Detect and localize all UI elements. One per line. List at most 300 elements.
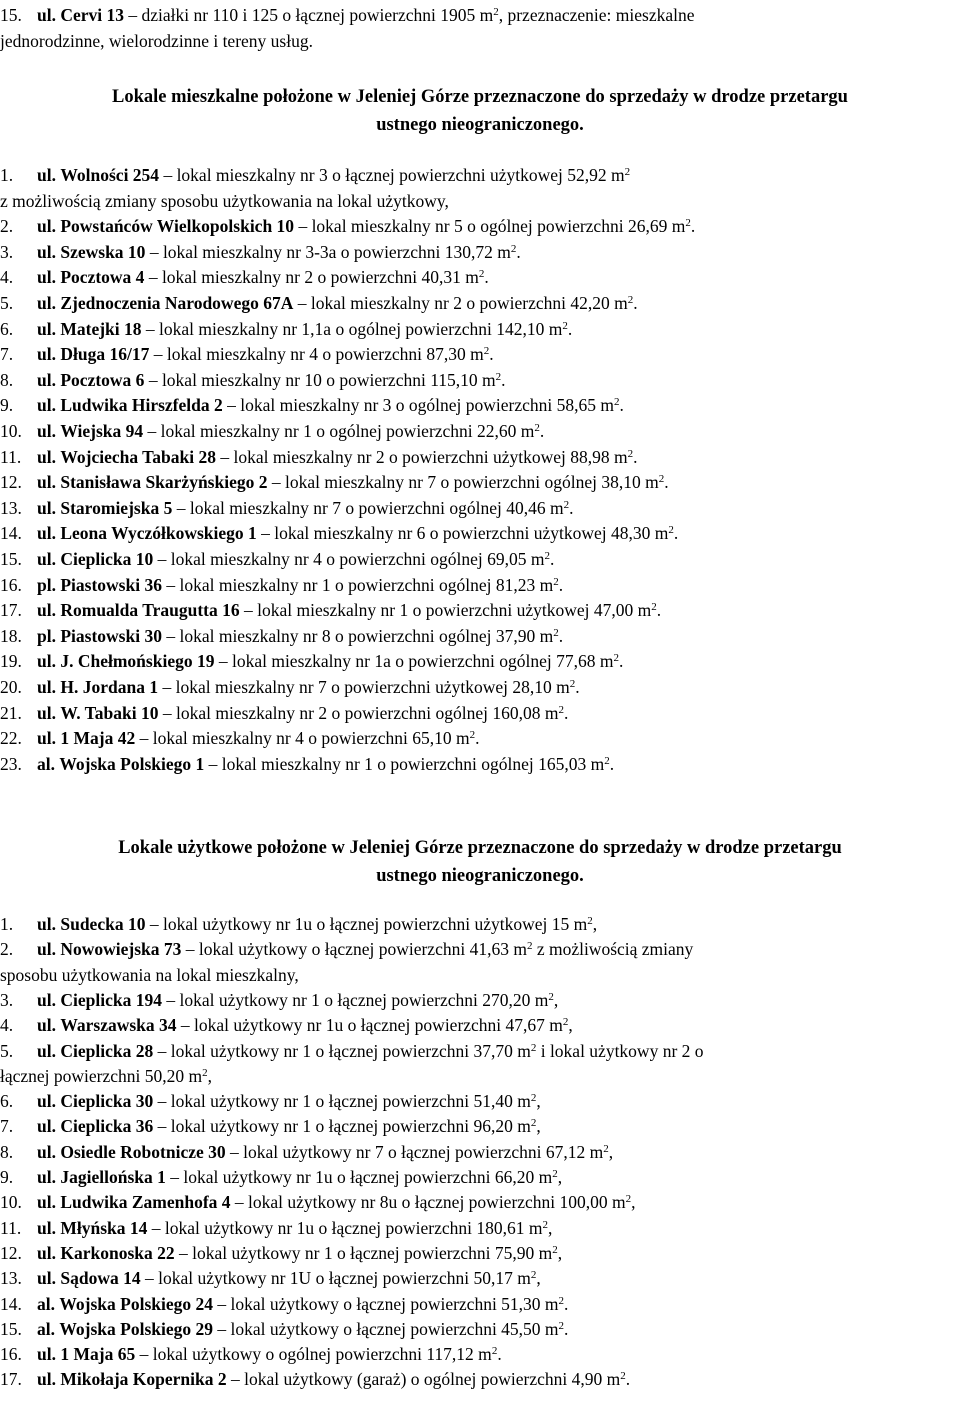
item-number: 15.: [0, 5, 22, 25]
item-text-after: ,: [557, 1242, 563, 1263]
street-prefix: al.: [37, 1293, 55, 1314]
item-number: 19.: [0, 651, 22, 672]
item-address: Zjednoczenia Narodowego 67A: [60, 293, 294, 313]
street-prefix: ul.: [37, 5, 56, 25]
street-prefix: al.: [37, 1318, 55, 1339]
item-text-after: ,: [631, 1192, 636, 1213]
item-number: 13.: [0, 1268, 22, 1289]
item-text-after: .: [633, 446, 638, 467]
item-number: 1.: [0, 165, 14, 185]
item-text-after: ,: [557, 1167, 563, 1187]
item-address: 1 Maja 42: [60, 728, 136, 749]
item-text: – lokal użytkowy nr 1 o łącznej powierzchni 270,20 m: [161, 989, 549, 1010]
superscript: 2: [562, 319, 568, 332]
superscript: 2: [558, 703, 564, 716]
item-address: Cieplicka 10: [60, 549, 154, 569]
item-number: 4.: [0, 1015, 14, 1036]
item-text: – lokal mieszkalny nr 1 o powierzchni użytkowej 47,00 m: [239, 600, 652, 621]
item-address: Wiejska 94: [60, 421, 144, 441]
list-item: [0, 1013, 960, 1039]
list-item: [0, 726, 960, 752]
superscript: 2: [587, 915, 593, 927]
street-prefix: ul.: [37, 1217, 56, 1238]
list-item: [0, 1317, 960, 1343]
item-text: – lokal użytkowy o łącznej powierzchni 45,50 m: [213, 1318, 559, 1339]
item-number: 17.: [0, 600, 22, 621]
street-prefix: ul.: [37, 1141, 56, 1162]
item-address: Sudecka 10: [60, 914, 146, 934]
list-item: [0, 368, 960, 394]
list-item: [0, 1367, 960, 1393]
item-address: Leona Wyczółkowskiego 1: [60, 523, 257, 544]
item-number: 18.: [0, 625, 22, 646]
superscript: 2: [685, 217, 691, 230]
street-prefix: ul.: [37, 165, 56, 185]
list-item: [0, 598, 960, 624]
item-text-after: .: [563, 702, 569, 723]
item-text-after: .: [539, 421, 545, 441]
item-text: sposobu użytkowania na lokal mieszkalny,: [0, 964, 299, 985]
item-address: Cieplicka 194: [60, 989, 162, 1010]
superscript: 2: [469, 729, 476, 742]
item-address: Szewska 10: [60, 241, 146, 262]
item-text: łącznej powierzchni 50,20 m: [0, 1065, 203, 1086]
item-text-after: ,: [536, 1116, 541, 1137]
list-item: [0, 1241, 960, 1267]
item-text: – lokal mieszkalny nr 7 o powierzchni ogólnej 40,46 m: [172, 497, 564, 518]
superscript: 2: [552, 1243, 558, 1256]
item-text: – lokal mieszkalny nr 4 o powierzchni 87,30 m: [149, 344, 484, 365]
section-heading: [0, 834, 960, 890]
street-prefix: ul.: [37, 1040, 56, 1061]
item-text: – lokal użytkowy nr 8u o łącznej powierzchni 100,00 m: [230, 1192, 626, 1213]
item-text: – lokal mieszkalny nr 1 o powierzchni ogólnej 81,23 m: [161, 574, 554, 595]
item-text-after: ,: [548, 1217, 553, 1238]
item-address: Staromiejska 5: [60, 497, 173, 518]
list-item: [0, 624, 960, 650]
item-text: – lokal mieszkalny nr 1a o powierzchni ogólnej 77,68 m: [214, 651, 614, 672]
item-number: 14.: [0, 523, 22, 544]
item-address: Nowowiejska 73: [60, 939, 182, 960]
street-prefix: ul.: [37, 914, 56, 934]
item-number: 16.: [0, 574, 22, 595]
item-continuation: [0, 189, 960, 215]
superscript: 2: [493, 6, 499, 18]
list-item: [0, 1342, 960, 1368]
item-address: Cieplicka 36: [60, 1116, 154, 1137]
item-text-after: .: [673, 523, 679, 544]
item-text-after: .: [489, 344, 494, 365]
list-item: [0, 1140, 960, 1166]
item-text: – lokal użytkowy nr 1 o łącznej powierzchni 51,40 m: [153, 1091, 531, 1112]
item-text: – lokal mieszkalny nr 10 o powierzchni 115,10 m: [144, 369, 496, 390]
item-number: 2.: [0, 216, 14, 237]
item-number: 10.: [0, 421, 22, 441]
list-item: [0, 1165, 960, 1191]
superscript: 2: [624, 166, 631, 178]
item-text-after: ,: [608, 1141, 614, 1162]
item-text: – lokal mieszkalny nr 8 o powierzchni ogólnej 37,90 m: [161, 625, 554, 646]
item-text: – lokal mieszkalny nr 3 o łącznej powierzchni użytkowej 52,92 m: [159, 165, 625, 185]
item-continuation: jednorodzinne, wielorodzinne i tereny usług.: [0, 31, 313, 51]
superscript: 2: [604, 754, 610, 767]
street-prefix: ul.: [37, 1242, 56, 1263]
heading-line: Lokale mieszkalne położone w Jeleniej Górze przeznaczone do sprzedaży w drodze przetargu: [112, 87, 848, 107]
item-text-after: .: [619, 395, 624, 416]
item-text: – lokal mieszkalny nr 7 o powierzchni użytkowej 28,10 m: [158, 677, 570, 697]
street-prefix: ul.: [37, 600, 56, 621]
street-prefix: ul.: [37, 369, 56, 390]
item-number: 17.: [0, 1369, 22, 1390]
list-item: [0, 214, 960, 240]
superscript: 2: [620, 1370, 626, 1383]
item-address: Mikołaja Kopernika 2: [60, 1369, 227, 1390]
list-item: [0, 1266, 960, 1292]
item-number: 2.: [0, 939, 14, 960]
list-item: [0, 547, 960, 573]
item-text: – lokal mieszkalny nr 2 o powierzchni użytkowej 88,98 m: [215, 446, 628, 467]
item-text: – lokal mieszkalny nr 1 o ogólnej powierzchni 22,60 m: [143, 421, 535, 441]
item-address: J. Chełmońskiego 19: [60, 651, 215, 672]
item-text: – lokal użytkowy nr 1u o łącznej powierzchni użytkowej 15 m: [145, 914, 588, 934]
item-text: – lokal mieszkalny nr 3-3a o powierzchni 130,72 m: [145, 241, 511, 262]
item-address: Wojska Polskiego 24: [59, 1293, 214, 1314]
superscript: 2: [552, 1168, 558, 1180]
list-item: [0, 701, 960, 727]
item-text: – lokal mieszkalny nr 3 o ogólnej powierzchni 58,65 m: [222, 395, 614, 416]
street-prefix: ul.: [37, 702, 56, 723]
superscript: 2: [569, 678, 576, 690]
item-number: 15.: [0, 549, 22, 569]
item-text-after: .: [484, 267, 489, 288]
item-number: 11.: [0, 446, 22, 467]
item-text: – lokal użytkowy nr 1 o łącznej powierzchni 75,90 m: [174, 1242, 553, 1263]
item-address: Wojska Polskiego 1: [59, 753, 205, 774]
heading-line: Lokale użytkowe położone w Jeleniej Górze przeznaczone do sprzedaży w drodze przetargu: [118, 838, 842, 858]
item-continuation: [0, 1064, 960, 1090]
item-text: – lokal użytkowy nr 1 o łącznej powierzchni 37,70 m: [153, 1040, 531, 1061]
list-item: [0, 419, 960, 445]
superscript: 2: [614, 396, 620, 409]
list-item: [0, 1039, 960, 1065]
item-number: 9.: [0, 1167, 14, 1187]
list-item: [0, 265, 960, 291]
item-number: 8.: [0, 369, 14, 390]
item-text: – lokal użytkowy o łącznej powierzchni 51,30 m: [213, 1293, 559, 1314]
item-number: 4.: [0, 267, 14, 288]
street-prefix: ul.: [37, 395, 56, 416]
superscript: 2: [530, 1269, 537, 1282]
item-number: 12.: [0, 472, 22, 493]
heading-line: ustnego nieograniczonego.: [376, 866, 584, 886]
item-text-after: ,: [207, 1065, 213, 1086]
item-text-after: .: [475, 728, 480, 749]
item-address: Stanisława Skarżyńskiego 2: [60, 472, 268, 493]
superscript: 2: [558, 1319, 565, 1332]
item-address: Osiedle Robotnicze 30: [60, 1141, 226, 1162]
item-number: 10.: [0, 1192, 22, 1213]
item-address: Młyńska 14: [60, 1217, 148, 1238]
item-text-after: .: [569, 497, 574, 518]
item-number: 11.: [0, 1217, 22, 1238]
street-prefix: ul.: [37, 1268, 56, 1289]
item-text-after: z możliwością zmiany: [532, 939, 694, 960]
item-number: 7.: [0, 344, 14, 365]
item-number: 5.: [0, 293, 14, 313]
street-prefix: ul.: [37, 241, 56, 262]
street-prefix: ul.: [37, 651, 56, 672]
item-address: Cervi 13: [60, 5, 125, 25]
street-prefix: ul.: [37, 1192, 56, 1213]
list-item: [0, 988, 960, 1014]
superscript: 2: [658, 473, 665, 486]
street-prefix: ul.: [37, 1091, 56, 1112]
item-number: 7.: [0, 1116, 14, 1137]
superscript: 2: [651, 601, 657, 614]
street-prefix: ul.: [37, 1344, 56, 1365]
street-prefix: ul.: [37, 677, 56, 697]
list-item: [0, 496, 960, 522]
item-text: – lokal użytkowy o łącznej powierzchni 41,63 m: [181, 939, 527, 960]
superscript: 2: [530, 1041, 537, 1054]
superscript: 2: [562, 1016, 569, 1029]
item-number: 6.: [0, 1091, 14, 1112]
list-item: [0, 573, 960, 599]
street-prefix: ul.: [37, 549, 56, 569]
item-text-after: .: [664, 472, 669, 493]
list-item: [0, 342, 960, 368]
item-number: 23.: [0, 753, 22, 774]
item-number: 1.: [0, 914, 14, 934]
item-text: – lokal mieszkalny nr 4 o powierzchni 65,10 m: [135, 728, 470, 749]
superscript: 2: [627, 447, 634, 460]
list-item: [0, 937, 960, 963]
item-text-after: ,: [536, 1091, 541, 1112]
superscript: 2: [478, 268, 485, 281]
item-text: – lokal mieszkalny nr 4 o powierzchni ogólnej 69,05 m: [153, 549, 545, 569]
superscript: 2: [495, 370, 502, 383]
list-item: [0, 393, 960, 419]
item-number: 15.: [0, 1318, 22, 1339]
superscript: 2: [542, 1218, 548, 1231]
superscript: 2: [668, 524, 674, 537]
superscript: 2: [526, 940, 533, 953]
superscript: 2: [530, 1117, 537, 1130]
list-item: [0, 1114, 960, 1140]
item-text-after: .: [618, 651, 624, 672]
item-number: 8.: [0, 1141, 14, 1162]
item-address: Karkonoska 22: [60, 1242, 175, 1263]
item-text-after: .: [558, 625, 564, 646]
list-item: [0, 675, 960, 701]
street-prefix: ul.: [37, 318, 56, 339]
item-text: – lokal użytkowy nr 1 o łącznej powierzchni 96,20 m: [153, 1116, 531, 1137]
street-prefix: ul.: [37, 421, 56, 441]
item-text-after: ,: [568, 1015, 573, 1036]
item-text-after: ,: [536, 1268, 541, 1289]
item-number: 13.: [0, 497, 22, 518]
item-address: Wojciecha Tabaki 28: [60, 446, 216, 467]
list-item: [0, 1292, 960, 1318]
item-text: – lokal użytkowy nr 1u o łącznej powierzchni 180,61 m: [147, 1217, 543, 1238]
item-address: Romualda Traugutta 16: [60, 600, 240, 621]
item-text: – lokal użytkowy nr 7 o łącznej powierzchni 67,12 m: [225, 1141, 604, 1162]
item-text: – lokal użytkowy nr 1u o łącznej powierzchni 47,67 m: [176, 1015, 563, 1036]
item-number: 3.: [0, 989, 14, 1010]
item-address: Warszawska 34: [60, 1015, 177, 1036]
item-text-after: ,: [592, 914, 598, 934]
item-text: z możliwością zmiany sposobu użytkowania na lokal użytkowy,: [0, 190, 449, 211]
item-number: 12.: [0, 1242, 22, 1263]
street-prefix: ul.: [37, 523, 56, 544]
superscript: 2: [553, 575, 559, 588]
item-address: Cieplicka 30: [60, 1091, 154, 1112]
superscript: 2: [544, 550, 550, 562]
item-address: Sądowa 14: [60, 1268, 141, 1289]
superscript: 2: [553, 626, 559, 639]
street-prefix: ul.: [37, 293, 56, 313]
list-item: [0, 163, 960, 189]
item-text: – lokal mieszkalny nr 5 o ogólnej powierzchni 26,69 m: [294, 216, 686, 237]
item-number: 9.: [0, 395, 14, 416]
item-text-after: .: [690, 216, 696, 237]
street-prefix: ul.: [37, 446, 56, 467]
list-item: [0, 752, 960, 778]
superscript: 2: [625, 1193, 632, 1206]
section-heading: [0, 83, 960, 139]
item-address: H. Jordana 1: [60, 677, 159, 697]
item-text-after: .: [497, 1344, 502, 1365]
item-text: – lokal mieszkalny nr 6 o powierzchni użytkowej 48,30 m: [256, 523, 669, 544]
item-address: Długa 16/17: [60, 344, 150, 365]
list-item: [0, 470, 960, 496]
item-text: – lokal mieszkalny nr 2 o powierzchni ogólnej 160,08 m: [158, 702, 559, 723]
superscript: 2: [563, 498, 570, 511]
street-prefix: ul.: [37, 939, 56, 960]
item-address: Powstańców Wielkopolskich 10: [60, 216, 295, 237]
item-number: 5.: [0, 1040, 14, 1061]
superscript: 2: [603, 1142, 609, 1155]
list-item: [0, 521, 960, 547]
item-text: – lokal użytkowy nr 1u o łącznej powierzchni 66,20 m: [165, 1167, 553, 1187]
item-address: W. Tabaki 10: [60, 702, 159, 723]
superscript: 2: [613, 652, 619, 665]
item-text: – lokal użytkowy nr 1U o łącznej powierzchni 50,17 m: [140, 1268, 531, 1289]
item-text: , przeznaczenie: mieszkalne: [498, 5, 695, 25]
item-text-after: .: [633, 293, 638, 313]
item-text-after: .: [564, 1293, 569, 1314]
item-text-after: .: [558, 574, 564, 595]
street-prefix: ul.: [37, 216, 56, 237]
list-item: [0, 445, 960, 471]
item-address: Pocztowa 6: [60, 369, 145, 390]
item-number: 6.: [0, 318, 14, 339]
item-text-after: .: [575, 677, 580, 697]
item-address: Piastowski 36: [60, 574, 162, 595]
item-address: Ludwika Zamenhofa 4: [60, 1192, 231, 1213]
item-address: Matejki 18: [60, 318, 142, 339]
item-text: – lokal mieszkalny nr 1,1a o ogólnej powierzchni 142,10 m: [141, 318, 563, 339]
item-text-after: .: [625, 1369, 631, 1390]
street-prefix: ul.: [37, 1369, 56, 1390]
street-prefix: ul.: [37, 472, 56, 493]
item-text-after: .: [564, 1318, 569, 1339]
item-text: – lokal mieszkalny nr 2 o powierzchni 40,31 m: [144, 267, 479, 288]
item-text: – lokal użytkowy o ogólnej powierzchni 117,12 m: [135, 1344, 492, 1365]
item-number: 14.: [0, 1293, 22, 1314]
street-prefix: ul.: [37, 989, 56, 1010]
item-text-after: i lokal użytkowy nr 2 o: [536, 1040, 704, 1061]
superscript: 2: [534, 422, 540, 434]
item-number: 21.: [0, 702, 22, 723]
list-item: [0, 1190, 960, 1216]
superscript: 2: [627, 294, 634, 306]
item-number: 20.: [0, 677, 22, 697]
street-prefix: ul.: [37, 497, 56, 518]
list-item: [0, 1216, 960, 1242]
item-text-after: ,: [553, 989, 559, 1010]
item-address: 1 Maja 65: [60, 1344, 136, 1365]
item-address: Piastowski 30: [60, 625, 162, 646]
item-address: Wojska Polskiego 29: [59, 1318, 214, 1339]
list-item: [0, 1089, 960, 1115]
item-number: 22.: [0, 728, 22, 749]
superscript: 2: [202, 1066, 208, 1079]
item-number: 3.: [0, 241, 14, 262]
item-text-after: .: [567, 318, 573, 339]
street-prefix: ul.: [37, 1015, 56, 1036]
item-address: Cieplicka 28: [60, 1040, 154, 1061]
list-item: [0, 649, 960, 675]
item-text-after: .: [516, 241, 521, 262]
item-number: 16.: [0, 1344, 22, 1365]
heading-line: ustnego nieograniczonego.: [376, 115, 584, 135]
item-text-after: .: [549, 549, 555, 569]
list-item: [0, 912, 960, 938]
item-address: Jagiellońska 1: [60, 1167, 166, 1187]
item-address: Wolności 254: [60, 165, 160, 185]
item-address: Pocztowa 4: [60, 267, 145, 288]
item-text-after: .: [609, 753, 615, 774]
item-text-after: .: [501, 369, 506, 390]
item-text: – lokal użytkowy (garaż) o ogólnej powierzchni 4,90 m: [226, 1369, 621, 1390]
superscript: 2: [548, 990, 554, 1003]
item-text-after: .: [656, 600, 662, 621]
list-item: [0, 317, 960, 343]
street-prefix: al.: [37, 753, 55, 774]
item-text: – lokal mieszkalny nr 2 o powierzchni 42,20 m: [293, 293, 628, 313]
item-text: – działki nr 110 i 125 o łącznej powierzchni 1905 m: [128, 5, 494, 25]
street-prefix: ul.: [37, 1167, 56, 1187]
street-prefix: ul.: [37, 1116, 56, 1137]
superscript: 2: [510, 242, 517, 255]
item-text: – lokal mieszkalny nr 7 o powierzchni ogólnej 38,10 m: [267, 472, 659, 493]
superscript: 2: [483, 345, 490, 358]
street-prefix: pl.: [37, 574, 56, 595]
superscript: 2: [530, 1092, 537, 1105]
street-prefix: ul.: [37, 267, 56, 288]
item-continuation: [0, 963, 960, 989]
street-prefix: pl.: [37, 625, 56, 646]
street-prefix: ul.: [37, 344, 56, 365]
street-prefix: ul.: [37, 728, 56, 749]
list-item: [0, 240, 960, 266]
list-item: [0, 291, 960, 317]
list-item: [0, 3, 960, 29]
item-address: Ludwika Hirszfelda 2: [60, 395, 223, 416]
superscript: 2: [491, 1345, 498, 1358]
superscript: 2: [558, 1294, 565, 1307]
